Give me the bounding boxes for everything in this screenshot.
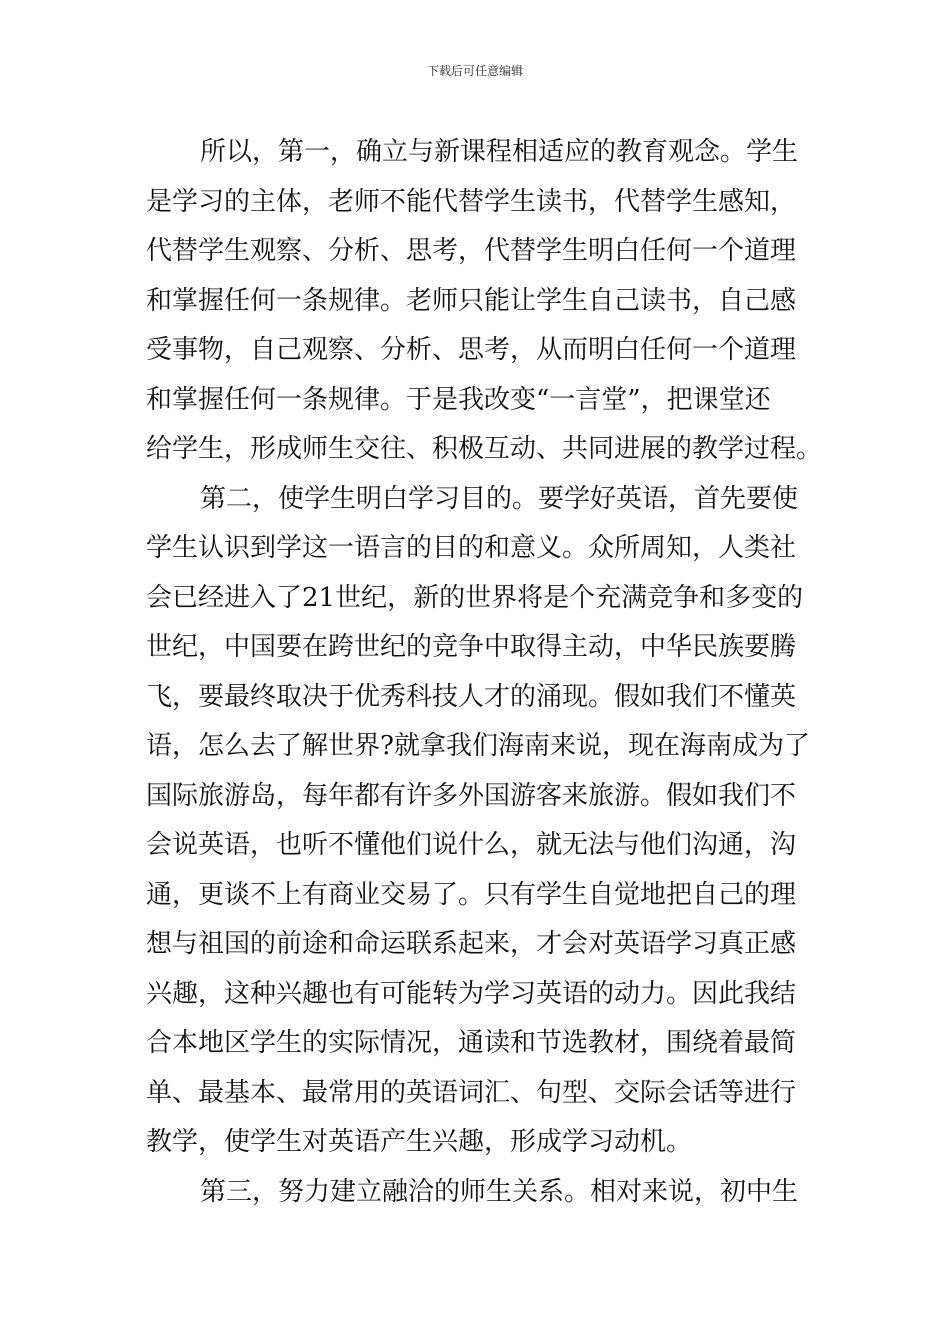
paragraph-2-line-6: 语，怎么去了解世界?就拿我们海南来说，现在海南成为了 <box>146 731 810 761</box>
paragraph-1-line-3: 代替学生观察、分析、思考，代替学生明白任何一个道理 <box>146 236 797 266</box>
paragraph-1-line-1: 所以，第一，确立与新课程相适应的教育观念。学生 <box>200 137 799 167</box>
page-header: 下载后可任意编辑 <box>426 64 523 78</box>
paragraph-2-line-3: 会已经进入了21世纪，新的世界将是个充满竞争和多变的 <box>146 582 804 613</box>
paragraph-1-line-6: 和掌握任何一条规律。于是我改变“一言堂”，把课堂还 <box>146 384 771 415</box>
paragraph-2-line-9: 通，更谈不上有商业交易了。只有学生自觉地把自己的理 <box>146 879 797 910</box>
paragraph-1-line-5: 受事物，自己观察、分析、思考，从而明白任何一个道理 <box>146 335 797 365</box>
paragraph-1-line-7: 给学生，形成师生交往、积极互动、共同进展的教学过程。 <box>146 434 823 464</box>
paragraph-2-line-13: 单、最基本、最常用的英语词汇、句型、交际会话等进行 <box>146 1077 797 1108</box>
paragraph-3-line-1: 第三，努力建立融洽的师生关系。相对来说，初中生 <box>200 1176 799 1207</box>
paragraph-2-line-14: 教学，使学生对英语产生兴趣，形成学习动机。 <box>146 1127 693 1157</box>
paragraph-2-line-4: 世纪，中国要在跨世纪的竞争中取得主动，中华民族要腾 <box>146 632 797 662</box>
paragraph-2-line-12: 合本地区学生的实际情况，通读和节选教材，围绕着最简 <box>146 1028 797 1058</box>
paragraph-1-line-2: 是学习的主体，老师不能代替学生读书，代替学生感知， <box>146 186 797 217</box>
paragraph-1-line-4: 和掌握任何一条规律。老师只能让学生自己读书，自己感 <box>146 285 797 316</box>
paragraph-2-line-11: 兴趣，这种兴趣也有可能转为学习英语的动力。因此我结 <box>146 978 797 1009</box>
paragraph-2-line-5: 飞，要最终取决于优秀科技人才的涌现。假如我们不懂英 <box>146 681 797 712</box>
document-body <box>146 128 823 1217</box>
paragraph-2-line-8: 会说英语，也听不懂他们说什么，就无法与他们沟通，沟 <box>146 830 797 860</box>
paragraph-2-line-7: 国际旅游岛，每年都有许多外国游客来旅游。假如我们不 <box>146 780 797 811</box>
paragraph-2-line-1: 第二，使学生明白学习目的。要学好英语，首先要使 <box>200 483 799 514</box>
paragraph-2-line-2: 学生认识到学这一语言的目的和意义。众所周知，人类社 <box>146 533 797 563</box>
paragraph-2-line-10: 想与祖国的前途和命运联系起来，才会对英语学习真正感 <box>146 929 797 959</box>
